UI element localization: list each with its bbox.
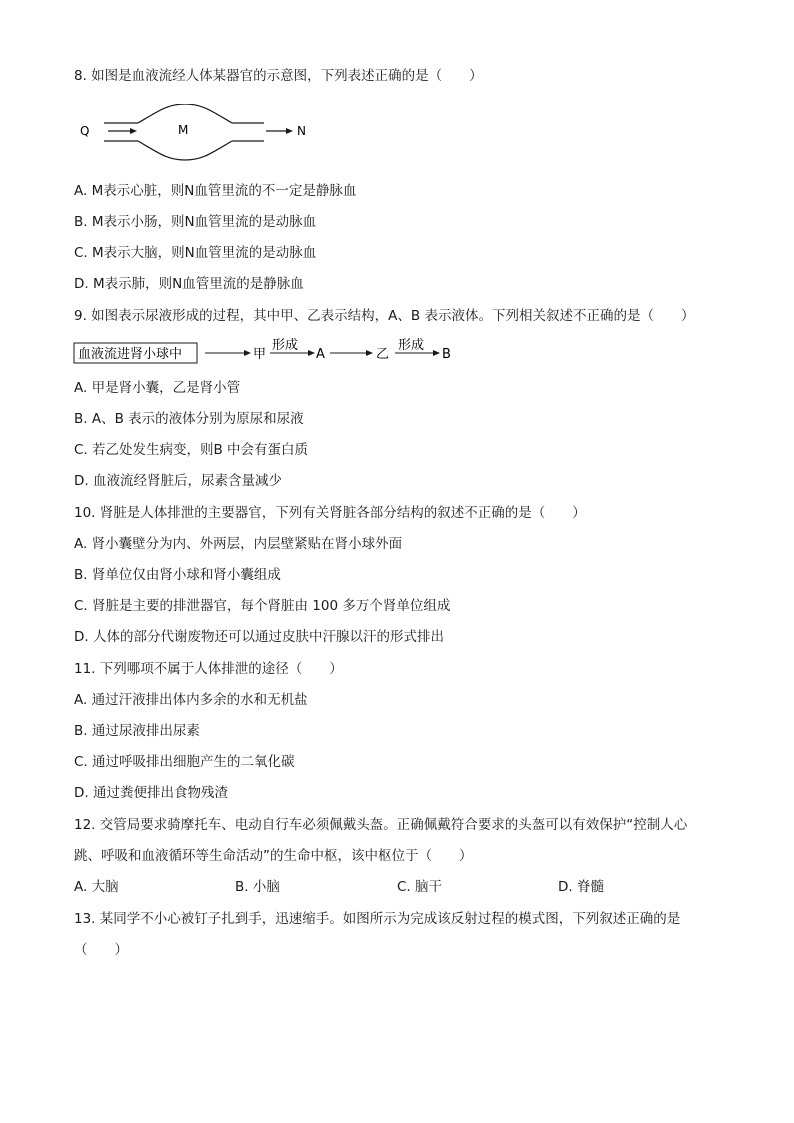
q12-option-b: B. 小脑	[235, 879, 280, 895]
q12-option-d: D. 脊髓	[558, 879, 604, 895]
q12-option-a: A. 大脑	[74, 879, 119, 895]
q9-box-label: 血液流进肾小球中	[78, 347, 183, 362]
q12-stem-line1: 12. 交管局要求骑摩托车、电动自行车必须佩戴头盔。正确佩戴符合要求的头盔可以有效保护“控制人心	[74, 817, 688, 833]
q11-option-b: B. 通过尿液排出尿素	[74, 723, 200, 739]
q10-option-a: A. 肾小囊壁分为内、外两层，内层壁紧贴在肾小球外面	[74, 536, 403, 552]
q11-stem: 11. 下列哪项不属于人体排泄的途径（ ）	[74, 661, 343, 677]
q8-in-label: Q	[80, 124, 90, 138]
q11-option-d: D. 通过粪便排出食物残渣	[74, 785, 228, 801]
q10-option-d: D. 人体的部分代谢废物还可以通过皮肤中汗腺以汗的形式排出	[74, 629, 444, 645]
q12-option-c: C. 脑干	[397, 879, 443, 895]
q9-node-yi: 乙	[376, 347, 390, 362]
q8-out-label: N	[297, 124, 306, 138]
q11-option-c: C. 通过呼吸排出细胞产生的二氧化碳	[74, 754, 295, 770]
q9-option-d: D. 血液流经肾脏后，尿素含量减少	[74, 473, 282, 489]
q12-stem-line2: 跳、呼吸和血液循环等生命活动”的生命中枢，该中枢位于（ ）	[74, 848, 473, 864]
q13-stem-line2: （ ）	[74, 942, 128, 958]
q9-option-a: A. 甲是肾小囊，乙是肾小管	[74, 380, 241, 396]
q10-option-b: B. 肾单位仅由肾小球和肾小囊组成	[74, 567, 281, 583]
q8-option-a: A. M表示心脏，则N血管里流的不一定是静脉血	[74, 183, 357, 199]
q9-node-a: A	[316, 347, 325, 362]
q9-stem: 9. 如图表示尿液形成的过程，其中甲、乙表示结构，A、B 表示液体。下列相关叙述不正确的是（ ）	[74, 308, 695, 324]
q12-options	[74, 878, 734, 896]
q8-stem: 8. 如图是血液流经人体某器官的示意图，下列表述正确的是（ ）	[74, 68, 483, 84]
q8-organ-label: M	[178, 123, 189, 137]
q9-node-jia: 甲	[253, 347, 267, 362]
q10-option-c: C. 肾脏是主要的排泄器官，每个肾脏由 100 多万个肾单位组成	[74, 598, 451, 614]
q9-figure	[0, 338, 794, 368]
q9-node-b: B	[442, 347, 451, 362]
q9-arrow2-label: 形成	[398, 338, 425, 353]
q9-option-b: B. A、B 表示的液体分别为原尿和尿液	[74, 411, 304, 427]
q9-option-c: C. 若乙处发生病变，则B 中会有蛋白质	[74, 442, 309, 458]
q9-arrow1-label: 形成	[272, 338, 299, 353]
q8-figure	[0, 104, 794, 164]
q10-stem: 10. 肾脏是人体排泄的主要器官，下列有关肾脏各部分结构的叙述不正确的是（ ）	[74, 505, 586, 521]
q13-stem-line1: 13. 某同学不小心被钉子扎到手，迅速缩手。如图所示为完成该反射过程的模式图，下列叙述正确的是	[74, 911, 681, 927]
q8-option-d: D. M表示肺，则N血管里流的是静脉血	[74, 276, 304, 292]
q8-option-c: C. M表示大脑，则N血管里流的是动脉血	[74, 245, 317, 261]
q11-option-a: A. 通过汗液排出体内多余的水和无机盐	[74, 692, 308, 708]
q8-option-b: B. M表示小肠，则N血管里流的是动脉血	[74, 214, 317, 230]
